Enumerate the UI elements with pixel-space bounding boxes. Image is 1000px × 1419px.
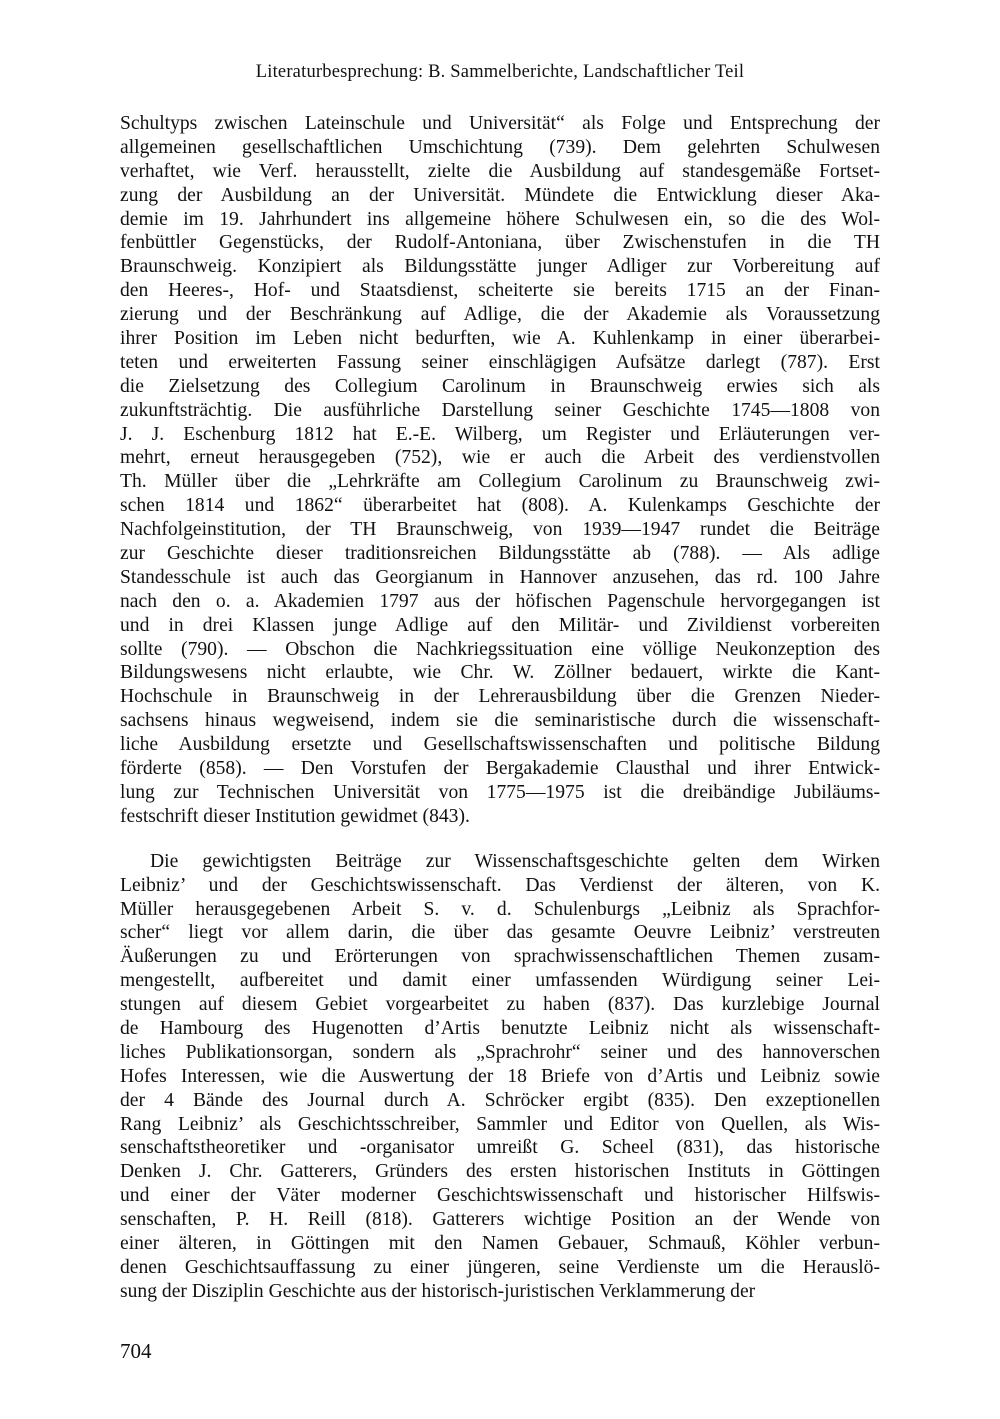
- text-line: Nachfolgeinstitution, der TH Braunschweig, von 1939—1947 rundet die Beiträge: [120, 519, 880, 541]
- text-line: Th. Müller über die „Lehrkräfte am Collegium Carolinum zu Braunschweig zwi-: [120, 471, 880, 493]
- text-line: sollte (790). — Obschon die Nachkriegssituation eine völlige Neukonzeption des: [120, 638, 880, 660]
- text-line: senschaften, P. H. Reill (818). Gatterers wichtige Position an der Wende von: [120, 1209, 880, 1231]
- text-line: allgemeinen gesellschaftlichen Umschichtung (739). Dem gelehrten Schulwesen: [120, 136, 880, 158]
- paragraph-gap: [120, 829, 880, 850]
- text-line: und in drei Klassen junge Adlige auf den Militär- und Zivildienst vorbereiten: [120, 614, 880, 636]
- paragraph: [120, 112, 880, 829]
- running-head: Literaturbesprechung: B. Sammelberichte, Landschaftlicher Teil: [255, 62, 745, 82]
- text-line: sung der Disziplin Geschichte aus der historisch-juristischen Verklammerung der: [120, 1280, 756, 1302]
- text-line: Standesschule ist auch das Georgianum in Hannover anzusehen, das rd. 100 Jahre: [120, 566, 880, 588]
- text-line: schen 1814 und 1862“ überarbeitet hat (808). A. Kulenkamps Geschichte der: [120, 495, 880, 517]
- body-text: [120, 112, 880, 1304]
- text-line: teten und erweiterten Fassung seiner einschlägigen Aufsätze darlegt (787). Erst: [120, 351, 880, 373]
- text-line: Hofes Interessen, wie die Auswertung der 18 Briefe von d’Artis und Leibniz sowie: [120, 1065, 880, 1087]
- text-line: zierung und der Beschränkung auf Adlige, die der Akademie als Voraussetzung: [120, 304, 880, 326]
- text-line: senschaftstheoretiker und -organisator umreißt G. Scheel (831), das historische: [120, 1137, 880, 1159]
- paragraph: [120, 850, 880, 1304]
- text-line: nach den o. a. Akademien 1797 aus der höfischen Pagenschule hervorgegangen ist: [120, 590, 880, 612]
- text-line: de Hambourg des Hugenotten d’Artis benutzte Leibniz nicht als wissenschaft-: [120, 1017, 880, 1039]
- text-line: zur Geschichte dieser traditionsreichen Bildungsstätte ab (788). — Als adlige: [120, 543, 880, 565]
- text-line: Leibniz’ und der Geschichtswissenschaft. Das Verdienst der älteren, von K.: [120, 874, 880, 896]
- text-line: Denken J. Chr. Gatterers, Gründers des ersten historischen Instituts in Göttingen: [120, 1161, 880, 1183]
- text-line: mehrt, erneut herausgegeben (752), wie er auch die Arbeit des verdienstvollen: [120, 447, 880, 469]
- text-line: ihrer Position im Leben nicht bedurften, wie A. Kuhlenkamp in einer überarbei-: [120, 328, 880, 350]
- text-line: Müller herausgegebenen Arbeit S. v. d. Schulenburgs „Leibniz als Sprachfor-: [120, 898, 880, 920]
- text-line: Bildungswesens nicht erlaubte, wie Chr. W. Zöllner bedauert, wirkte die Kant-: [120, 662, 880, 684]
- text-line: zukunftsträchtig. Die ausführliche Darstellung seiner Geschichte 1745—1808 von: [120, 399, 880, 421]
- text-line: demie im 19. Jahrhundert ins allgemeine höhere Schulwesen ein, so die des Wol-: [120, 208, 880, 230]
- text-line: mengestellt, aufbereitet und damit einer umfassenden Würdigung seiner Lei-: [120, 970, 880, 992]
- text-line: Äußerungen zu und Erörterungen von sprachwissenschaftlichen Themen zusam-: [120, 946, 880, 968]
- text-line: J. J. Eschenburg 1812 hat E.-E. Wilberg, um Register und Erläuterungen ver-: [120, 423, 880, 445]
- text-line: Rang Leibniz’ als Geschichtsschreiber, Sammler und Editor von Quellen, als Wis-: [120, 1113, 880, 1135]
- text-line: Schultyps zwischen Lateinschule und Universität“ als Folge und Entsprechung der: [120, 113, 880, 134]
- text-line: fenbüttler Gegenstücks, der Rudolf-Antoniana, über Zwischenstufen in die TH: [120, 232, 880, 254]
- page-number: 704: [120, 1339, 152, 1363]
- text-line: denen Geschichtsauffassung zu einer jüngeren, seine Verdienste um die Herauslö-: [120, 1256, 880, 1278]
- text-line: der 4 Bände des Journal durch A. Schröcker ergibt (835). Den exzeptionellen: [120, 1089, 880, 1111]
- text-line: Die gewichtigsten Beiträge zur Wissenschaftsgeschichte gelten dem Wirken: [150, 850, 880, 872]
- text-line: sachsens hinaus wegweisend, indem sie die seminaristische durch die wissenschaft-: [120, 710, 880, 732]
- text-line: stungen auf diesem Gebiet vorgearbeitet zu haben (837). Das kurzlebige Journal: [120, 994, 880, 1016]
- text-line: scher“ liegt vor allem darin, die über das gesamte Oeuvre Leibniz’ verstreuten: [120, 922, 880, 944]
- text-line: liche Ausbildung ersetzte und Gesellschaftswissenschaften und politische Bildung: [120, 734, 880, 756]
- text-line: und einer der Väter moderner Geschichtswissenschaft und historischer Hilfswis-: [120, 1185, 880, 1207]
- text-line: den Heeres-, Hof- und Staatsdienst, scheiterte sie bereits 1715 an der Finan-: [120, 280, 880, 302]
- text-line: förderte (858). — Den Vorstufen der Bergakademie Clausthal und ihrer Entwick-: [120, 758, 880, 780]
- text-line: verhaftet, wie Verf. herausstellt, zielte die Ausbildung auf standesgemäße Fortset-: [120, 160, 880, 182]
- text-line: Braunschweig. Konzipiert als Bildungsstätte junger Adliger zur Vorbereitung auf: [120, 256, 880, 278]
- text-line: zung der Ausbildung an der Universität. Mündete die Entwicklung dieser Aka-: [120, 184, 880, 206]
- text-line: lung zur Technischen Universität von 1775—1975 ist die dreibändige Jubiläums-: [120, 781, 880, 803]
- text-line: einer älteren, in Göttingen mit den Namen Gebauer, Schmauß, Köhler verbun-: [120, 1232, 880, 1254]
- text-line: die Zielsetzung des Collegium Carolinum in Braunschweig erwies sich als: [120, 375, 880, 397]
- text-line: Hochschule in Braunschweig in der Lehrerausbildung über die Grenzen Nieder-: [120, 686, 880, 708]
- text-line: festschrift dieser Institution gewidmet (843).: [120, 805, 470, 827]
- text-line: liches Publikationsorgan, sondern als „Sprachrohr“ seiner und des hannoverschen: [120, 1041, 880, 1063]
